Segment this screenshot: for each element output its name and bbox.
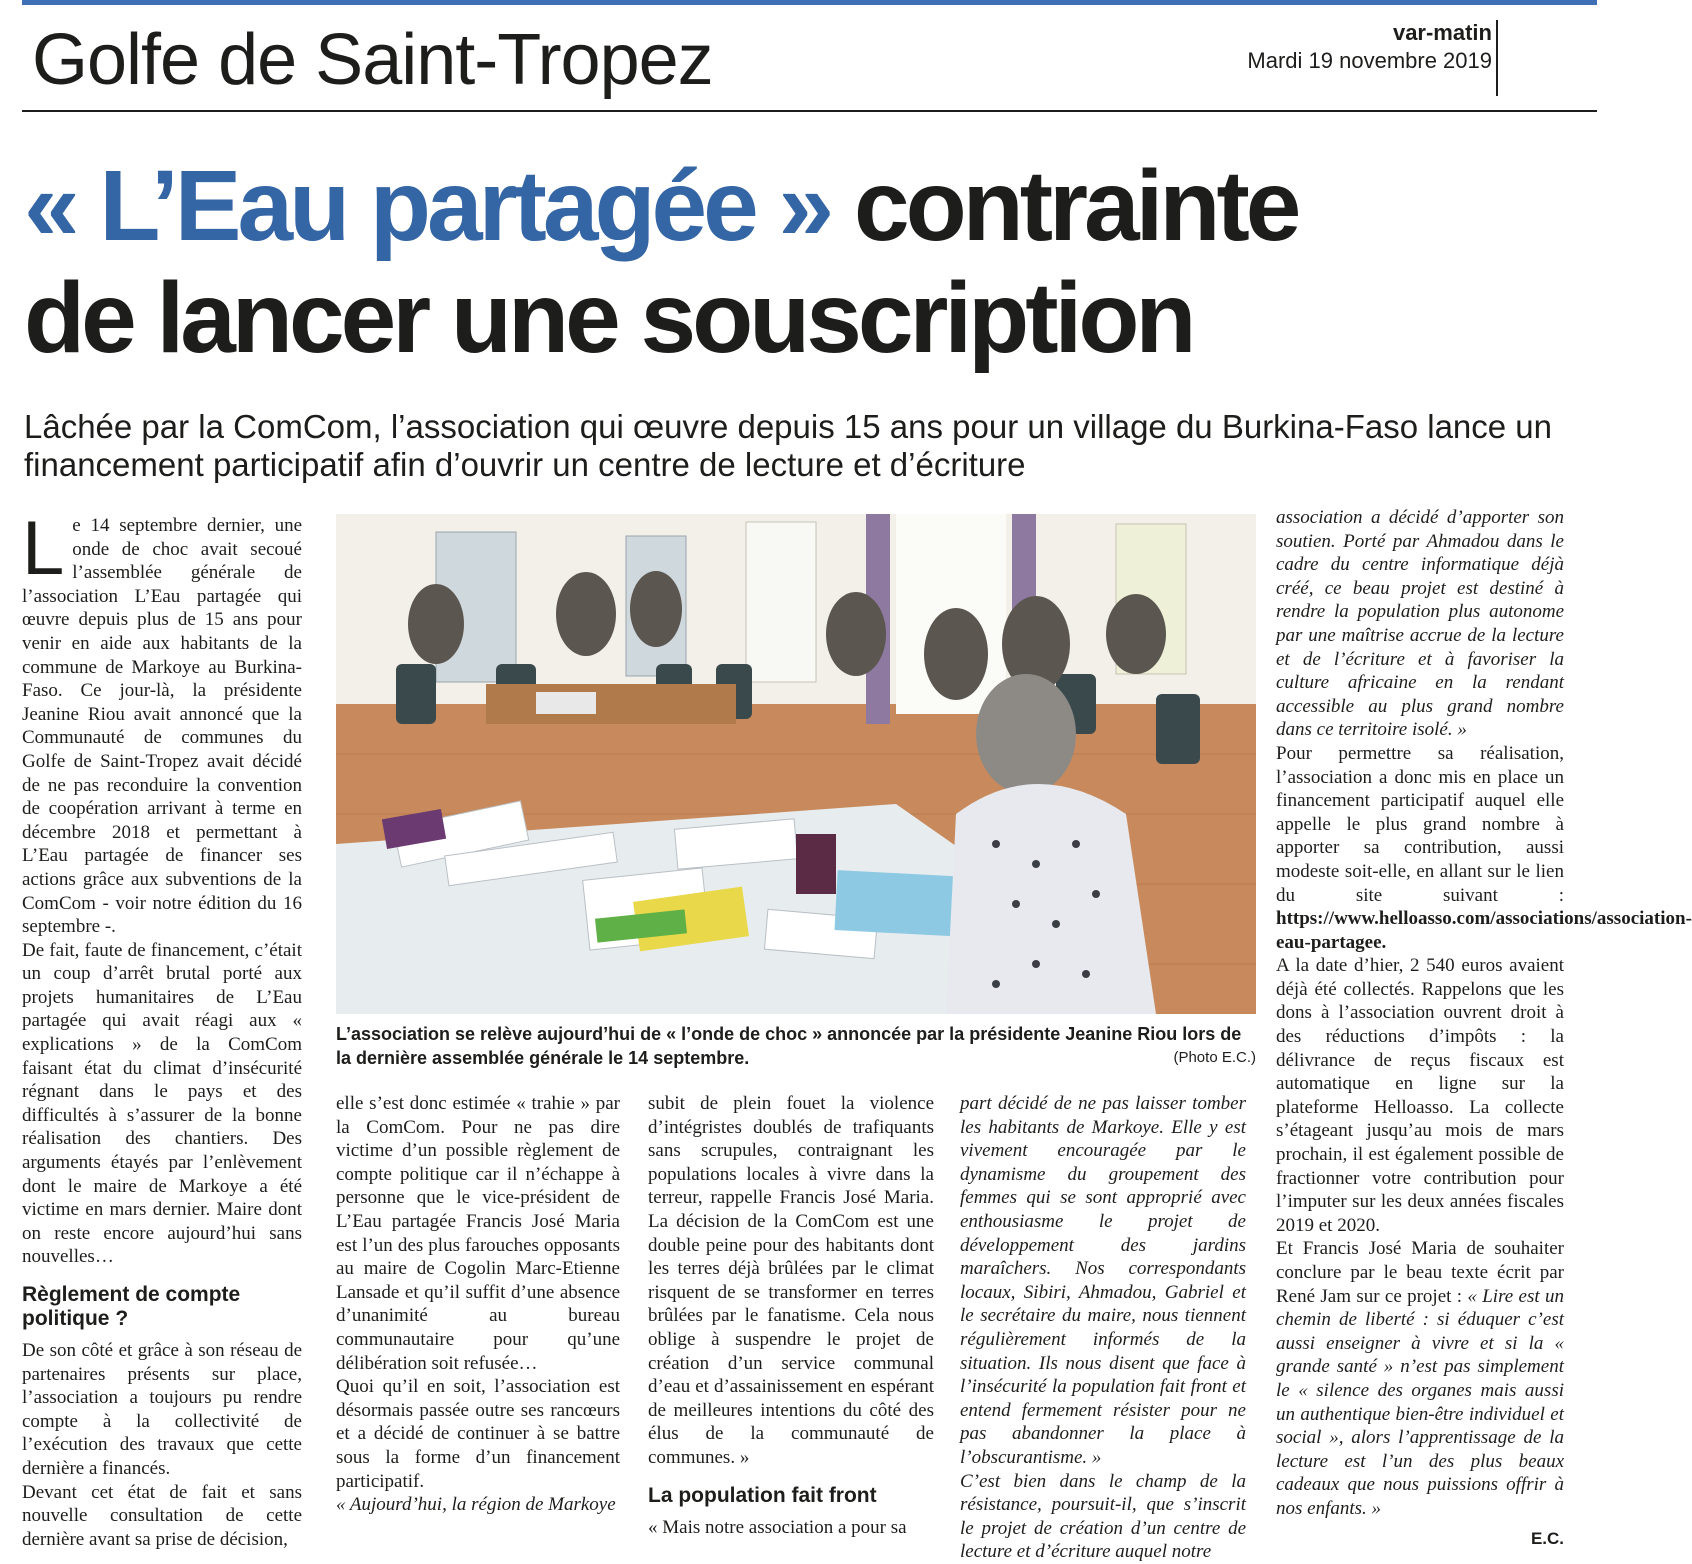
article-paragraph: C’est bien dans le champ de la résistance, poursuit-il, que s’inscrit le projet de création d’un centre de lecture et d’écriture auquel notre	[960, 1470, 1246, 1563]
newspaper-brand: var-matin	[1392, 20, 1492, 45]
article-paragraph: part décidé de ne pas laisser tomber les habitants de Markoye. Elle y est vivement encouragée par le dynamisme du groupement des femmes qui se sont approprié avec enthousiasme le projet de développement des jardins maraîchers. Nos correspondants locaux, Sibiri, Ahmadou, Gabriel et le secrétaire du maire, nous tiennent régulièrement informés de la situation. Ils nous disent que face à l’insécurité la population fait front et entend fermement résister pour ne pas abandonner la place à l’obscurantisme. »	[960, 1093, 1246, 1468]
article-paragraph: A la date d’hier, 2 540 euros avaient déjà été collectés. Rappelons que les dons à l’association ouvrent droit à des réductions d’impôts : la délivrance de reçus fiscaux est automatique en ligne sur la plateforme Helloasso. La collecte s’étageant jusqu’au mois de mars prochain, il est également possible de fractionner votre contribution pour l’imputer sur les deux années fiscales 2019 et 2020.	[1276, 955, 1564, 1236]
photo-caption: L’association se relève aujourd’hui de « l’onde de choc » annoncée par la présidente Jeanine Riou lors de la dernière assemblée générale le 14 septembre.	[336, 1024, 1242, 1068]
article-paragraph: elle s’est donc estimée « trahie » par la ComCom. Pour ne pas dire victime d’un possible règlement de compte politique car il n’échappe à personne que le vice-président de L’Eau partagée Francis José Maria est l’un des plus farouches opposants au maire de Cogolin Marc-Etienne Lansade et qu’il suffit d’une absence d’unanimité au bureau communautaire pour qu’une délibération soit refusée…	[336, 1093, 620, 1374]
subheadline: Lâchée par la ComCom, l’association qui œuvre depuis 15 ans pour un village du Burkina-Faso lance un financement participatif afin d’ouvrir un centre de lecture et d’écriture	[24, 408, 1553, 483]
article-column-1	[22, 506, 302, 1551]
article-paragraph: « Mais notre association a pour sa	[648, 1516, 907, 1538]
article-paragraph: De son côté et grâce à son réseau de partenaires présents sur place, l’association a toujours pu rendre compte à la collectivité de l’exécution des travaux que cette dernière a financés.	[22, 1340, 302, 1479]
section-subheading: Règlement de compte politique ?	[22, 1283, 241, 1330]
headline-line2: de lancer une souscription	[24, 262, 1193, 374]
article-column-2	[336, 1092, 620, 1517]
article-paragraph: « Aujourd’hui, la région de Markoye	[336, 1494, 616, 1516]
headline-rest: contrainte	[853, 150, 1298, 262]
article-photo	[336, 514, 1256, 1014]
article-column-5	[1276, 506, 1692, 1550]
section-subheading: La population fait front	[648, 1483, 877, 1507]
publication-date: Mardi 19 novembre 2019	[1247, 48, 1492, 73]
drop-cap: L	[22, 506, 65, 591]
masthead-divider	[1496, 20, 1498, 96]
article-column-3	[648, 1092, 934, 1539]
top-color-bar	[22, 0, 1597, 5]
section-title: Golfe de Saint-Tropez	[32, 20, 713, 100]
article-paragraph: Et Francis José Maria de souhaiter conclure par le beau texte écrit par René Jam sur ce projet : « Lire est un chemin de liberté : si éduquer c’est aussi enseigner à vivre et si la « grande santé » n’est pas simplement le « silence des organes mais aussi un authentique bien-être individuel et social », alors l’apprentissage de la lecture est l’un des plus beaux cadeaux que nous puissions offrir à nos enfants. »	[1276, 1238, 1564, 1519]
masthead	[1247, 20, 1492, 76]
article-paragraph: Quoi qu’il en soit, l’association est désormais passée outre ses rancœurs et a décidé de continuer à se battre sous la forme d’un financement participatif.	[336, 1376, 620, 1492]
headline-highlight: « L’Eau partagée »	[24, 150, 831, 262]
author-signature: E.C.	[1530, 1528, 1564, 1548]
article-column-4	[960, 1092, 1246, 1564]
article-paragraph: Le 14 septembre dernier, une onde de choc avait secoué l’assemblée générale de l’association L’Eau partagée qui œuvre depuis plus de 15 ans pour venir en aide aux habitants de la commune de Markoye au Burkina-Faso. Ce jour-là, la présidente Jeanine Riou avait annoncé que la Communauté de communes du Golfe de Saint-Tropez avait décidé de ne pas reconduire la convention de coopération arrivant à terme en décembre 2018 et permettant à L’Eau partagée de financer ses actions grâce aux subventions de la ComCom - voir notre édition du 16 septembre -.	[22, 506, 302, 938]
article-paragraph: Devant cet état de fait et sans nouvelle consultation de cette dernière avant sa prise de décision,	[22, 1481, 302, 1550]
article-paragraph: association a décidé d’apporter son soutien. Porté par Ahmadou dans le cadre du centre informatique déjà créé, ce beau projet est destiné à rendre la population plus autonome par une maîtrise accrue de la lecture et de l’écriture et à favoriser la culture africaine en la rendant accessible au plus grand nombre dans ce territoire isolé. »	[1276, 507, 1564, 741]
header-rule	[22, 110, 1597, 112]
article-paragraph: subit de plein fouet la violence d’intégristes doublés de trafiquants sans scrupules, contraignant les populations locales à vivre dans la terreur, rappelle Francis José Maria. La décision de la ComCom est une double peine pour des habitants dont les terres déjà brûlées par le climat risquent de se transformer en terres brûlées par le fanatisme. Cela nous oblige à suspendre le projet de création d’un service communal d’eau et d’assainissement en espérant de meilleures intentions du côté des élus de la communauté de communes. »	[648, 1093, 934, 1468]
crowdfunding-link[interactable]: https://www.helloasso.com/associations/association-eau-partagee.	[1276, 908, 1692, 953]
headline	[24, 150, 1614, 374]
article-paragraph: Pour permettre sa réalisation, l’association a donc mis en place un financement participatif auquel elle appelle le plus grand nombre à apporter sa contribution, aussi modeste soit-elle, en allant sur le lien du site suivant : https://www.helloasso.com/associations/association-eau-partagee.	[1276, 742, 1692, 953]
photo-credit: (Photo E.C.)	[1173, 1049, 1256, 1066]
article-paragraph: De fait, faute de financement, c’était un coup d’arrêt brutal porté aux projets humanitaires de L’Eau partagée qui avait réagi aux « explications » de la ComCom faisant état du climat d’insécurité régnant dans le pays et des difficultés à s’assurer de la bonne réalisation des chantiers. Des arguments étayés par l’enlèvement dont le maire de Markoye a été victime en mars dernier. Maire dont on reste encore aujourd’hui sans nouvelles…	[22, 939, 302, 1268]
